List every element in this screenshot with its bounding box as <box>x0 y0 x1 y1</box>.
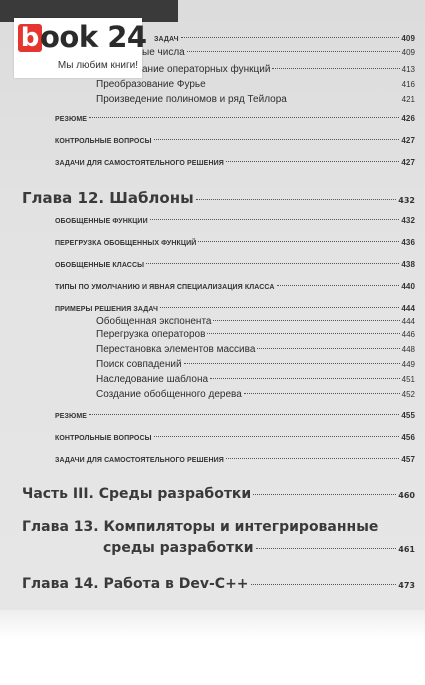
toc-chapter-page: 461 <box>398 545 415 554</box>
toc-part-title: Часть III. Среды разработки <box>22 486 252 502</box>
toc-entry-page: 451 <box>401 375 415 384</box>
toc-entry <box>55 136 415 145</box>
toc-entry <box>55 260 415 269</box>
toc-entry-page: 436 <box>401 238 415 247</box>
toc-entry-page: 456 <box>401 433 415 442</box>
toc-entry <box>96 79 415 90</box>
toc-entry <box>96 329 415 340</box>
toc-entry-page: 427 <box>401 136 415 145</box>
toc-entry-page: 446 <box>401 330 415 339</box>
toc-entry-title: Обобщенная экспонента <box>96 316 212 327</box>
toc-leader-dots <box>207 333 399 334</box>
toc-entry-title: ЗАДАЧ <box>154 36 179 43</box>
toc-entry-page: 409 <box>401 34 415 43</box>
toc-entry-title: ОБОБЩЕННЫЕ ФУНКЦИИ <box>55 218 148 225</box>
toc-entry <box>96 64 415 75</box>
toc-entry <box>55 433 415 442</box>
toc-entry <box>55 455 415 464</box>
toc-entry <box>55 114 415 123</box>
toc-leader-dots <box>184 363 400 364</box>
toc-entry <box>96 374 415 385</box>
toc-entry-title: РЕЗЮМЕ <box>55 116 88 123</box>
toc-leader-dots <box>208 83 400 84</box>
toc-entry-page: 409 <box>401 48 415 57</box>
toc-leader-dots <box>198 241 399 242</box>
toc-chapter-title: Глава 12. Шаблоны <box>22 189 194 207</box>
toc-chapter-13-line2 <box>103 540 415 556</box>
toc-entry-page: 426 <box>401 114 415 123</box>
toc-entry-title: ание операторных функций <box>142 64 271 75</box>
toc-leader-dots <box>289 98 400 99</box>
toc-part-page: 460 <box>398 491 415 500</box>
toc-entry-title: ОБОБЩЕННЫЕ КЛАССЫ <box>55 262 145 269</box>
toc-leader-dots <box>213 320 399 321</box>
toc-leader-dots <box>89 117 399 118</box>
toc-entry-page: 444 <box>401 317 415 326</box>
toc-leader-dots <box>154 139 400 140</box>
toc-leader-dots <box>146 263 399 264</box>
toc-entry-page: 438 <box>401 260 415 269</box>
logo-wordmark: ook 24 <box>40 20 147 54</box>
toc-leader-dots <box>226 161 399 162</box>
toc-entry-title: Произведение полиномов и ряд Тейлора <box>96 94 287 105</box>
toc-entry-page: 416 <box>401 80 415 89</box>
toc-entry-title: Создание обобщенного дерева <box>96 389 242 400</box>
toc-entry <box>55 216 415 225</box>
toc-leader-dots <box>210 378 400 379</box>
toc-leader-dots <box>253 494 396 495</box>
toc-entry-title: Поиск совпадений <box>96 359 182 370</box>
toc-entry-title: ЗАДАЧИ ДЛЯ САМОСТОЯТЕЛЬНОГО РЕШЕНИЯ <box>55 457 224 464</box>
toc-entry-page: 432 <box>401 216 415 225</box>
toc-leader-dots <box>196 199 397 200</box>
toc-entry-page: 413 <box>401 65 415 74</box>
toc-entry-title: КОНТРОЛЬНЫЕ ВОПРОСЫ <box>55 138 152 145</box>
toc-chapter-page: 432 <box>398 196 415 205</box>
toc-entry-page: 457 <box>401 455 415 464</box>
toc-part-3 <box>22 486 415 502</box>
toc-entry-page: 448 <box>401 345 415 354</box>
toc-entry <box>96 94 415 105</box>
toc-entry-title: Наследование шаблона <box>96 374 209 385</box>
toc-entry-title: Перегрузка операторов <box>96 329 206 340</box>
toc-leader-dots <box>160 307 399 308</box>
toc-entry-title: Преобразование Фурье <box>96 79 206 90</box>
toc-chapter-title: Глава 13. Компиляторы и интегрированные <box>22 519 379 535</box>
toc-leader-dots <box>154 436 400 437</box>
toc-entry-page: 444 <box>401 304 415 313</box>
toc-entry-page: 455 <box>401 411 415 420</box>
toc-leader-dots <box>256 548 397 549</box>
book24-logo <box>14 18 147 78</box>
toc-chapter-13-line1 <box>22 519 415 535</box>
toc-entry <box>55 282 415 291</box>
toc-entry <box>96 359 415 370</box>
toc-entry-title: КОНТРОЛЬНЫЕ ВОПРОСЫ <box>55 435 152 442</box>
toc-entry-page: 452 <box>401 390 415 399</box>
toc-leader-dots <box>89 414 399 415</box>
toc-entry <box>96 316 415 327</box>
toc-chapter-title-cont: среды разработки <box>103 540 254 556</box>
toc-entry-page: 427 <box>401 158 415 167</box>
toc-entry-title: ПРИМЕРЫ РЕШЕНИЯ ЗАДАЧ <box>55 306 159 313</box>
toc-leader-dots <box>272 68 399 69</box>
logo-b-glyph: b <box>18 24 42 52</box>
toc-entry <box>55 411 415 420</box>
toc-chapter-title: Глава 14. Работа в Dev-C++ <box>22 576 249 592</box>
page-edge-fade <box>0 595 425 640</box>
toc-entry-page: 421 <box>401 95 415 104</box>
toc-entry <box>55 304 415 313</box>
toc-entry <box>96 389 415 400</box>
toc-entry-title: ЗАДАЧИ ДЛЯ САМОСТОЯТЕЛЬНОГО РЕШЕНИЯ <box>55 160 224 167</box>
toc-entry-page: 449 <box>401 360 415 369</box>
toc-leader-dots <box>187 51 400 52</box>
toc-entry-page: 440 <box>401 282 415 291</box>
toc-entry-title: ТИПЫ ПО УМОЛЧАНИЮ И ЯВНАЯ СПЕЦИАЛИЗАЦИЯ КЛАССА <box>55 284 275 291</box>
toc-leader-dots <box>244 393 400 394</box>
toc-leader-dots <box>277 285 400 286</box>
logo-tagline: Мы любим книги! <box>57 60 138 71</box>
toc-entry-title: Перестановка элементов массива <box>96 344 256 355</box>
toc-chapter-page: 473 <box>398 581 415 590</box>
toc-leader-dots <box>181 37 400 38</box>
toc-entry <box>96 344 415 355</box>
toc-leader-dots <box>257 348 399 349</box>
toc-leader-dots <box>226 458 399 459</box>
toc-chapter-14 <box>22 576 415 592</box>
toc-entry <box>55 238 415 247</box>
toc-entry-title: ПЕРЕГРУЗКА ОБОБЩЕННЫХ ФУНКЦИЙ <box>55 240 197 247</box>
toc-entry-title: ые числа <box>142 47 185 58</box>
toc-chapter-12 <box>22 189 415 207</box>
toc-leader-dots <box>251 584 397 585</box>
toc-leader-dots <box>150 219 400 220</box>
toc-entry <box>55 158 415 167</box>
toc-entry-title: РЕЗЮМЕ <box>55 413 88 420</box>
